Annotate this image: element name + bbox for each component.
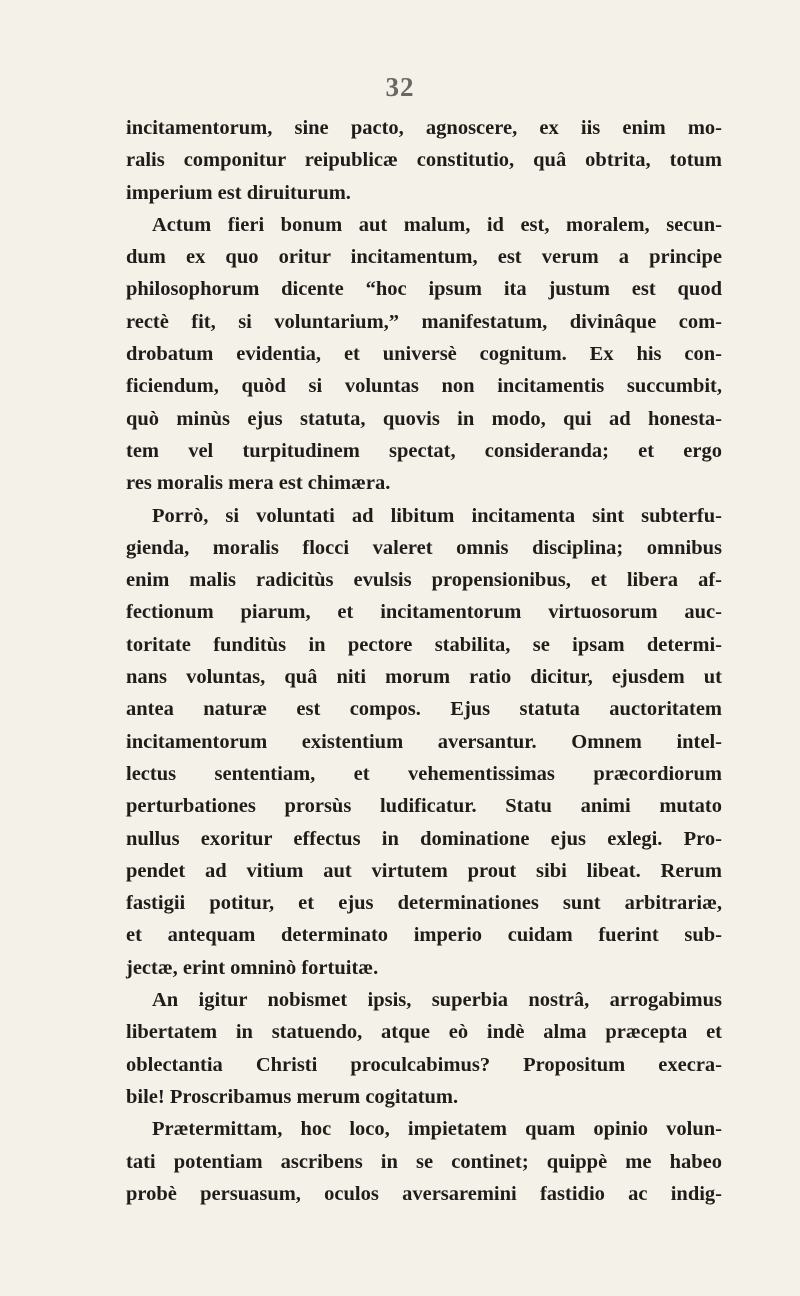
text-line: rectè fit, si voluntarium,” manifestatum, divinâque com- xyxy=(126,310,722,333)
text-line: jectæ, erint omninò fortuitæ. xyxy=(126,956,379,979)
text-line: imperium est diruiturum. xyxy=(126,181,351,204)
text-line: toritate funditùs in pectore stabilita, se ipsam determi- xyxy=(126,633,722,656)
text-line: libertatem in statuendo, atque eò indè alma præcepta et xyxy=(126,1021,722,1044)
text-line: tati potentiam ascribens in se continet; quippè me habeo xyxy=(126,1150,722,1173)
text-line: incitamentorum existentium aversantur. Omnem intel- xyxy=(126,730,722,753)
text-line: tem vel turpitudinem spectat, consideranda; et ergo xyxy=(126,439,722,462)
body-text xyxy=(126,112,722,1210)
text-line: ralis componitur reipublicæ constitutio, quâ obtrita, totum xyxy=(126,149,722,172)
text-line: bile! Proscribamus merum cogitatum. xyxy=(126,1085,459,1108)
text-line: antea naturæ est compos. Ejus statuta auctoritatem xyxy=(126,698,722,721)
text-line: Actum fieri bonum aut malum, id est, moralem, secun- xyxy=(152,213,722,236)
text-line: oblectantia Christi proculcabimus? Propositum execra- xyxy=(126,1053,722,1076)
text-line: perturbationes prorsùs ludificatur. Statu animi mutato xyxy=(126,795,722,818)
text-line: quò minùs ejus statuta, quovis in modo, qui ad honesta- xyxy=(126,407,722,430)
text-line: Porrò, si voluntati ad libitum incitamenta sint subterfu- xyxy=(152,504,722,527)
text-line: enim malis radicitùs evulsis propensionibus, et libera af- xyxy=(126,569,722,592)
text-line: pendet ad vitium aut virtutem prout sibi libeat. Rerum xyxy=(126,859,722,882)
text-line: ficiendum, quòd si voluntas non incitamentis succumbit, xyxy=(126,375,722,398)
text-line: drobatum evidentia, et universè cognitum. Ex his con- xyxy=(126,343,722,366)
text-line: gienda, moralis flocci valeret omnis disciplina; omnibus xyxy=(126,536,722,559)
text-line: lectus sententiam, et vehementissimas præcordiorum xyxy=(126,762,722,785)
text-line: res moralis mera est chimæra. xyxy=(126,472,391,495)
text-line: philosophorum dicente “hoc ipsum ita justum est quod xyxy=(126,278,722,301)
text-line: fectionum piarum, et incitamentorum virtuosorum auc- xyxy=(126,601,722,624)
text-line: et antequam determinato imperio cuidam fuerint sub- xyxy=(126,924,722,947)
text-line: fastigii potitur, et ejus determinationes sunt arbitrariæ, xyxy=(126,892,722,915)
text-line: Prætermittam, hoc loco, impietatem quam opinio volun- xyxy=(152,1118,722,1141)
text-line: nans voluntas, quâ niti morum ratio dicitur, ejusdem ut xyxy=(126,666,722,689)
text-line: An igitur nobismet ipsis, superbia nostrâ, arrogabimus xyxy=(152,989,722,1012)
page-number: 32 xyxy=(385,72,415,102)
text-line: nullus exoritur effectus in dominatione ejus exlegi. Pro- xyxy=(126,827,722,850)
text-line: incitamentorum, sine pacto, agnoscere, ex iis enim mo- xyxy=(126,117,722,139)
text-line: dum ex quo oritur incitamentum, est verum a principe xyxy=(126,246,722,269)
text-line: probè persuasum, oculos aversaremini fastidio ac indig- xyxy=(126,1182,722,1205)
